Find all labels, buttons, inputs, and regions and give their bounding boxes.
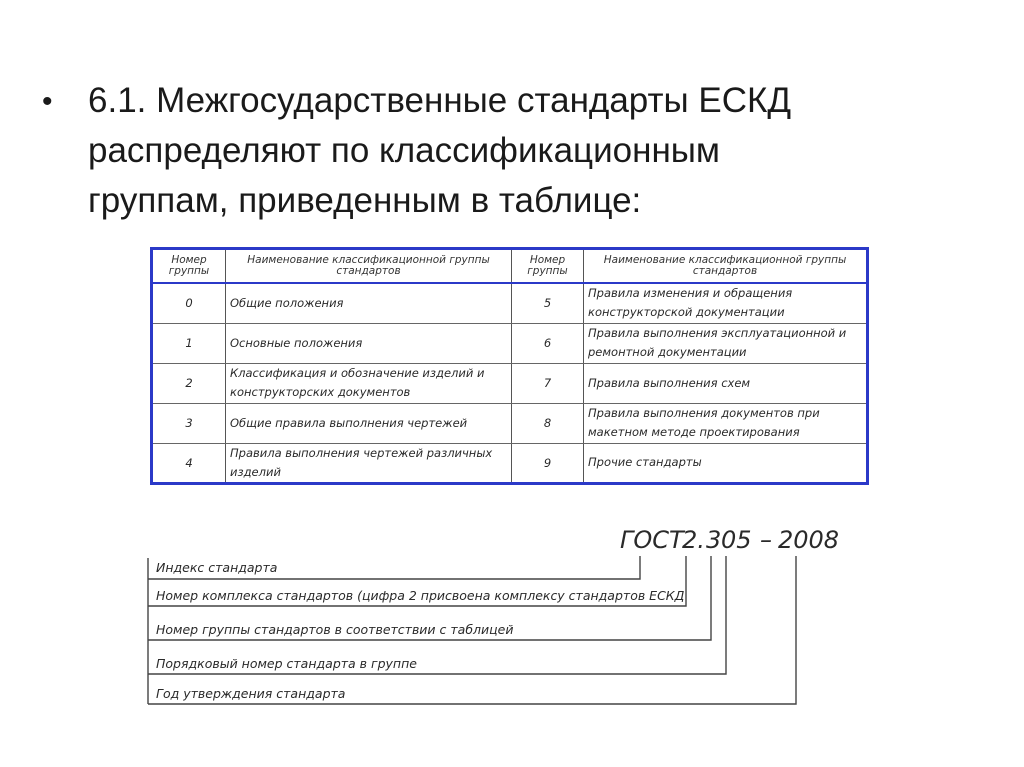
group-name: Общие положения [226,283,512,323]
group-name: Правила выполнения чертежей различных изделий [226,443,512,483]
group-name: Общие правила выполнения чертежей [226,403,512,443]
table-header-row [152,249,868,284]
table-row [152,443,868,483]
serial-number: 05 [721,526,752,554]
group-number: 8 [512,403,584,443]
group-name: Правила выполнения документов при макетном методе проектирования [584,403,868,443]
group-name: Правила изменения и обращения конструкторской документации [584,283,868,323]
classification-table [150,247,869,485]
table-row [152,403,868,443]
bullet-marker: • [42,85,53,118]
bullet-paragraph [42,76,1002,226]
group-number: 6 [512,323,584,363]
group-number: 7 [512,363,584,403]
group-name: Основные положения [226,323,512,363]
table-row [152,323,868,363]
group-number: 9 [512,443,584,483]
header-group-name: Наименование классификационной группы стандартов [226,249,512,284]
group-number: 4 [152,443,226,483]
header-group-number: Номер группы [512,249,584,284]
group-name: Прочие стандарты [584,443,868,483]
group-number: 1 [152,323,226,363]
designation-label: Номер группы стандартов в соответствии с таблицей [156,622,514,637]
bullet-line: группам, приведенным в таблице: [88,181,642,220]
gost-designation-diagram [140,520,840,720]
header-group-number: Номер группы [152,249,226,284]
table-row [152,283,868,323]
bullet-text [88,76,968,226]
group-name: Правила выполнения эксплуатационной и ремонтной документации [584,323,868,363]
header-group-name: Наименование классификационной группы стандартов [584,249,868,284]
designation-label: Номер комплекса стандартов (цифра 2 присвоена комплексу стандартов ЕСКД [156,588,685,603]
group-number: 0 [152,283,226,323]
designation-label: Год утверждения стандарта [156,686,346,701]
group-name: Классификация и обозначение изделий и конструкторских документов [226,363,512,403]
bullet-line: 6.1. Межгосударственные стандарты ЕСКД [88,81,792,120]
complex-digit: 2. [682,526,705,554]
designation-label: Индекс стандарта [156,560,278,575]
group-number: 3 [152,403,226,443]
group-name: Правила выполнения схем [584,363,868,403]
approval-year: 2008 [778,526,840,554]
bullet-line: распределяют по классификационным [88,131,720,170]
group-number: 2 [152,363,226,403]
table-row [152,363,868,403]
year-dash: – [760,526,772,554]
gost-index: ГОСТ [620,526,684,554]
designation-label: Порядковый номер стандарта в группе [156,656,417,671]
group-number: 5 [512,283,584,323]
group-digit: 3 [706,526,722,554]
